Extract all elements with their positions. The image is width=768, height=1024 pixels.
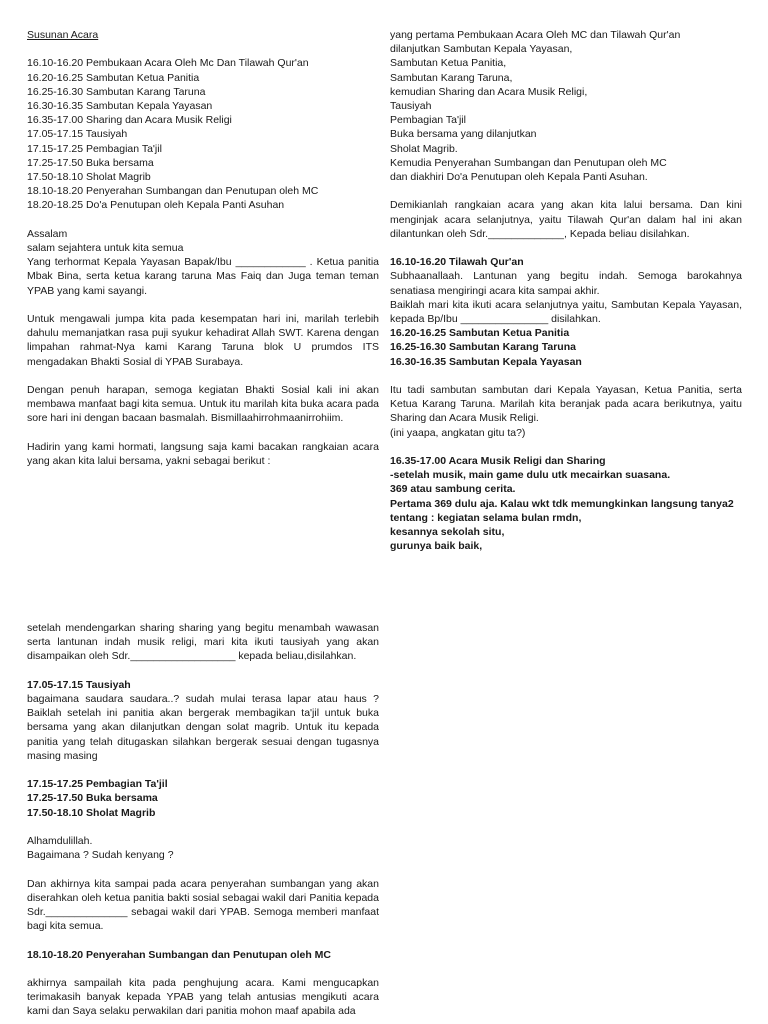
sequence-line: Sholat Magrib. <box>390 142 458 155</box>
greeting-line: Assalam <box>27 227 68 240</box>
sharing-note: Pertama 369 dulu aja. Kalau wkt tdk memungkinkan langsung tanya2 <box>390 497 734 510</box>
right-column-top <box>390 28 742 553</box>
greeting-paragraph: Yang terhormat Kepala Yayasan Bapak/Ibu ____________ . Ketua panitia Mbak Bina, serta ketua karang taruna Mas Faiq dan Juga teman teman YPAB yang kami sayangi. <box>27 256 379 297</box>
segment-heading: 16.30-16.35 Sambutan Kepala Yayasan <box>390 355 582 368</box>
schedule-item: 16.25-16.30 Sambutan Karang Taruna <box>27 85 206 98</box>
segment-heading: 17.05-17.15 Tausiyah <box>27 678 131 691</box>
segment-heading: 16.20-16.25 Sambutan Ketua Panitia <box>390 327 570 340</box>
body-paragraph: Dengan penuh harapan, semoga kegiatan Bhakti Sosial kali ini akan membawa manfaat bagi kita semua. Untuk itu marilah kita buka acara pada sore hari ini dengan bacaan basmalah. Bismillaahirrohmaanirrohiim. <box>27 384 379 425</box>
segment-heading: 16.10-16.20 Tilawah Qur'an <box>390 256 524 269</box>
body-paragraph: Demikianlah rangkaian acara yang akan kita lalui bersama. Dan kini menginjak acara selanjutnya, yaitu Tilawah Qur'an dalam hal ini akan dilantunkan oleh Sdr._____________, Kepada beliau disilahkan. <box>390 199 742 240</box>
body-line: Alhamdulillah. <box>27 835 93 847</box>
sequence-line: dilanjutkan Sambutan Kepala Yayasan, <box>390 43 573 56</box>
schedule-item: 18.20-18.25 Do'a Penutupan oleh Kepala Panti Asuhan <box>27 199 285 212</box>
schedule-item: 16.35-17.00 Sharing dan Acara Musik Religi <box>27 114 232 127</box>
body-paragraph: Itu tadi sambutan sambutan dari Kepala Yayasan, Ketua Panitia, serta Ketua Karang Taruna. Marilah kita beranjak pada acara berikutnya, yaitu Sharing dan Acara Musik Religi. <box>390 384 742 425</box>
sequence-line: Pembagian Ta'jil <box>390 114 466 127</box>
left-column-bottom <box>27 621 379 1019</box>
sequence-line: Tausiyah <box>390 100 432 113</box>
left-column-top <box>27 28 379 468</box>
segment-heading: 17.50-18.10 Sholat Magrib <box>27 806 156 819</box>
schedule-item: 16.20-16.25 Sambutan Ketua Panitia <box>27 71 200 84</box>
sharing-note: 369 atau sambung cerita. <box>390 483 516 496</box>
body-paragraph: akhirnya sampailah kita pada penghujung acara. Kami mengucapkan terimakasih banyak kepada YPAB yang telah antusias mengikuti acara kami dan Saya selaku perwakilan dari panitia mohon maaf apabila ada <box>27 976 379 1018</box>
segment-heading: 18.10-18.20 Penyerahan Sumbangan dan Penutupan oleh MC <box>27 948 331 961</box>
segment-heading: 17.15-17.25 Pembagian Ta'jil <box>27 778 168 791</box>
note-line: (ini yaapa, angkatan gitu ta?) <box>390 426 526 439</box>
sharing-note: tentang : kegiatan selama bulan rmdn, <box>390 511 582 524</box>
sequence-line: Kemudia Penyerahan Sumbangan dan Penutupan oleh MC <box>390 156 667 169</box>
greeting-line: salam sejahtera untuk kita semua <box>27 242 184 255</box>
sequence-line: Buka bersama yang dilanjutkan <box>390 128 537 141</box>
segment-heading: 17.25-17.50 Buka bersama <box>27 792 158 805</box>
body-paragraph: Hadirin yang kami hormati, langsung saja kami bacakan rangkaian acara yang akan kita lalui bersama, yakni sebagai berikut : <box>27 440 379 468</box>
sharing-note: kesannya sekolah situ, <box>390 526 505 539</box>
sequence-line: kemudian Sharing dan Acara Musik Religi, <box>390 85 588 98</box>
schedule-item: 17.25-17.50 Buka bersama <box>27 156 154 169</box>
body-paragraph: setelah mendengarkan sharing sharing yang begitu menambah wawasan serta lantunan indah musik religi, mari kita ikuti tausiyah yang akan disampaikan oleh Sdr.__________________ kepada beliau,disilahkan. <box>27 622 379 663</box>
section-heading: Susunan Acara <box>27 29 99 41</box>
schedule-item: 17.05-17.15 Tausiyah <box>27 128 128 141</box>
schedule-item: 18.10-18.20 Penyerahan Sumbangan dan Penutupan oleh MC <box>27 185 319 198</box>
body-line: Bagaimana ? Sudah kenyang ? <box>27 849 174 862</box>
sequence-line: dan diakhiri Do'a Penutupan oleh Kepala Panti Asuhan. <box>390 171 648 184</box>
body-paragraph: Baiklah mari kita ikuti acara selanjutnya yaitu, Sambutan Kepala Yayasan, kepada Bp/Ibu _______________ disilahkan. <box>390 298 742 326</box>
body-paragraph: Dan akhirnya kita sampai pada acara penyerahan sumbangan yang akan diserahkan oleh ketua panitia bakti sosial sebagai wakil dari Panitia kepada Sdr.______________ sebagai wakil dari YPAB. Semoga memberi manfaat bagi kita semua. <box>27 877 379 933</box>
segment-heading: 16.25-16.30 Sambutan Karang Taruna <box>390 341 576 354</box>
segment-heading: 16.35-17.00 Acara Musik Religi dan Sharing <box>390 455 606 468</box>
schedule-item: 17.15-17.25 Pembagian Ta'jil <box>27 142 162 155</box>
sequence-line: Sambutan Ketua Panitia, <box>390 57 507 70</box>
schedule-item: 17.50-18.10 Sholat Magrib <box>27 171 151 184</box>
body-paragraph: bagaimana saudara saudara..? sudah mulai terasa lapar atau haus ? Baiklah setelah ini panitia akan bergerak membagikan ta'jil untuk buka bersama yang akan dilanjutkan dengan solat magrib. Untuk itu kepada panitia yang telah ditugaskan silahkan bergerak sesuai dengan tugasnya masing masing <box>27 693 379 762</box>
sharing-note: -setelah musik, main game dulu utk mecairkan suasana. <box>390 469 671 482</box>
schedule-item: 16.30-16.35 Sambutan Kepala Yayasan <box>27 100 213 112</box>
sharing-note: gurunya baik baik, <box>390 540 483 553</box>
body-paragraph: Subhaanallaah. Lantunan yang begitu indah. Semoga barokahnya senatiasa mengiringi acara kita sampai akhir. <box>390 270 742 297</box>
sequence-line: Sambutan Karang Taruna, <box>390 71 513 84</box>
body-paragraph: Untuk mengawali jumpa kita pada kesempatan hari ini, marilah terlebih dahulu memanjatkan rasa puji syukur kehadirat Allah SWT. Karena dengan limpahan rahmat-Nya kami Karang Taruna blok U prumdos ITS mengadakan Bhakti Sosial di YPAB Surabaya. <box>27 313 379 368</box>
schedule-item: 16.10-16.20 Pembukaan Acara Oleh Mc Dan Tilawah Qur'an <box>27 57 309 70</box>
sequence-line: yang pertama Pembukaan Acara Oleh MC dan Tilawah Qur'an <box>390 29 681 41</box>
